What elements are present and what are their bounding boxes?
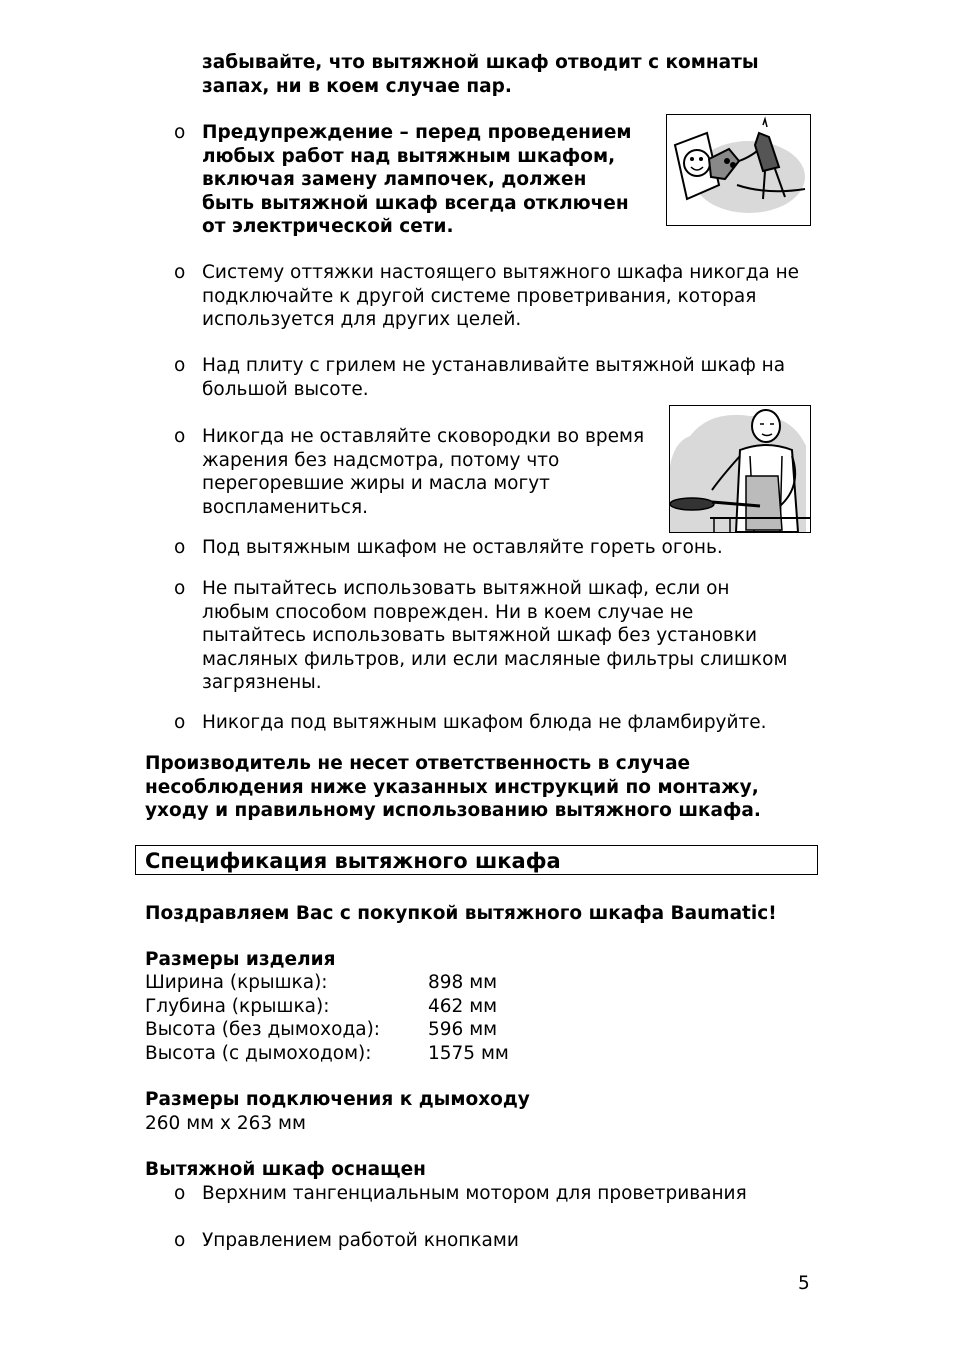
- disclaimer: [145, 752, 761, 823]
- chimney-heading: Размеры подключения к дымоходу: [145, 1089, 530, 1110]
- bullet-item: [202, 536, 723, 560]
- bullet-marker: o: [174, 1230, 186, 1251]
- continuation-text: [202, 51, 759, 98]
- bullet-marker: o: [174, 355, 186, 376]
- text-line: жарения без надсмотра, потому что: [202, 449, 560, 471]
- equipment-item: Верхним тангенциальным мотором для проветривания: [202, 1183, 747, 1204]
- text-line: Никогда не оставляйте сковородки во время: [202, 426, 645, 447]
- dimension-value: 596 мм: [428, 1019, 498, 1040]
- text-line: загрязнены.: [202, 672, 322, 693]
- page-number: 5: [798, 1273, 810, 1294]
- bullet-item: [202, 711, 767, 735]
- dimension-label: Высота (с дымоходом):: [145, 1043, 372, 1064]
- bullet-item: [202, 425, 644, 519]
- text-line: любых работ над вытяжным шкафом,: [202, 145, 616, 167]
- text-line: Систему оттяжки настоящего вытяжного шкафа никогда не: [202, 262, 800, 283]
- text-line: забывайте, что вытяжной шкаф отводит с комнаты: [202, 52, 759, 73]
- text-line: используется для других целей.: [202, 309, 522, 330]
- dimension-value: 898 мм: [428, 972, 498, 993]
- bullet-item: [202, 577, 787, 695]
- bullet-marker: o: [174, 712, 186, 733]
- dimension-value: 462 мм: [428, 996, 498, 1017]
- congrats-text: Поздравляем Вас с покупкой вытяжного шкафа Baumatic!: [145, 903, 777, 924]
- text-line: перегоревшие жиры и масла могут: [202, 473, 550, 494]
- chimney-value: 260 мм x 263 мм: [145, 1113, 306, 1134]
- dimension-row: [145, 995, 498, 1019]
- text-line: масляных фильтров, или если масляные фильтры слишком: [202, 648, 788, 670]
- bullet-marker: o: [174, 1183, 186, 1204]
- bullet-marker: o: [174, 537, 186, 558]
- dimensions-heading: Размеры изделия: [145, 949, 336, 970]
- dimension-label: Высота (без дымохода):: [145, 1019, 381, 1040]
- dimension-label: Ширина (крышка):: [145, 972, 328, 993]
- text-line: любым способом поврежден. Ни в коем случае не: [202, 601, 694, 623]
- text-line: несоблюдения ниже указанных инструкций по монтажу,: [145, 776, 759, 798]
- dimension-label: Глубина (крышка):: [145, 996, 330, 1017]
- bullet-marker: o: [174, 426, 186, 447]
- bullet-item: [202, 354, 785, 401]
- warning-bullet: [202, 121, 632, 239]
- bullet-item: [202, 261, 799, 332]
- dimension-row: [145, 971, 498, 995]
- text-line: подключайте к другой системе проветривания, которая: [202, 285, 757, 307]
- section-heading-box: [135, 845, 818, 875]
- text-line: Никогда под вытяжным шкафом блюда не фламбируйте.: [202, 712, 767, 733]
- cook-illustration: [669, 405, 811, 533]
- dimension-row: [145, 1018, 498, 1042]
- equipment-heading: Вытяжной шкаф оснащен: [145, 1159, 426, 1180]
- bullet-marker: o: [174, 262, 186, 283]
- text-line: запах, ни в коем случае пар.: [202, 75, 512, 97]
- bullet-marker: o: [174, 122, 186, 143]
- text-line: Под вытяжным шкафом не оставляйте гореть огонь.: [202, 537, 723, 558]
- text-line: воспламениться.: [202, 496, 368, 518]
- bullet-marker: o: [174, 578, 186, 599]
- text-line: пытайтесь использовать вытяжной шкаф без установки: [202, 625, 758, 646]
- text-line: быть вытяжной шкаф всегда отключен: [202, 192, 629, 214]
- dimension-row: [145, 1042, 509, 1066]
- text-line: большой высоте.: [202, 378, 369, 400]
- text-line: уходу и правильному использованию вытяжного шкафа.: [145, 800, 761, 821]
- text-line: Не пытайтесь использовать вытяжной шкаф, если он: [202, 578, 730, 599]
- text-line: включая замену лампочек, должен: [202, 169, 587, 190]
- text-line: от электрической сети.: [202, 216, 454, 237]
- equipment-item: Управлением работой кнопками: [202, 1230, 519, 1251]
- text-line: Над плиту с грилем не устанавливайте вытяжной шкаф на: [202, 355, 786, 376]
- text-line: Предупреждение – перед проведением: [202, 122, 632, 143]
- section-title: Спецификация вытяжного шкафа: [145, 849, 561, 873]
- text-line: Производитель не несет ответственность в случае: [145, 753, 691, 774]
- unplug-illustration: [666, 114, 811, 226]
- dimension-value: 1575 мм: [428, 1043, 509, 1064]
